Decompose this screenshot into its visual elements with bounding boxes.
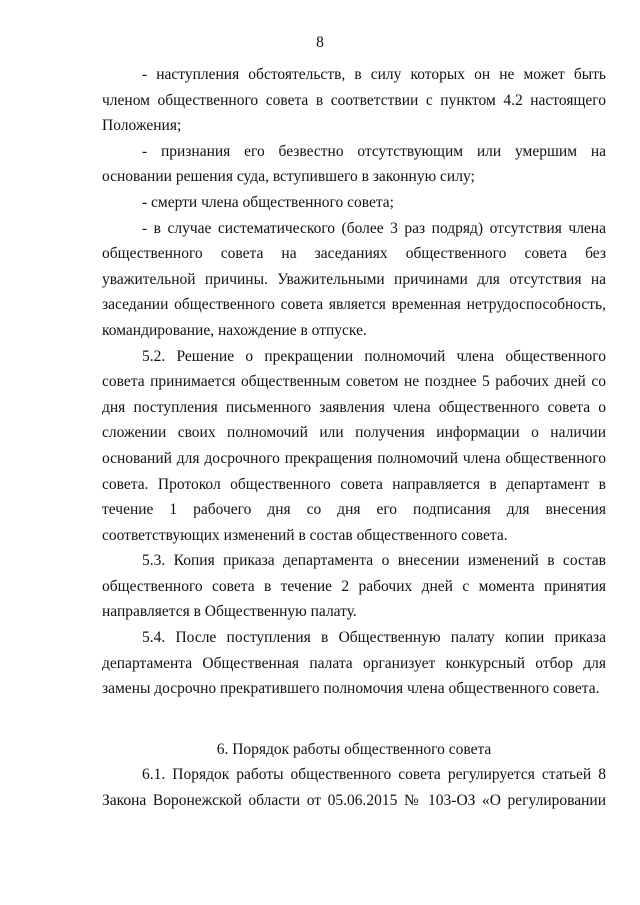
paragraph-5-2: 5.2. Решение о прекращении полномочий члена общественного совета принимается общественным советом не позднее 5 рабочих дней со дня поступления письменного заявления члена общественного совета о сложении своих полномочий или получения информации о наличии оснований для досрочного прекращения полномочий члена общественного совета. Протокол общественного совета направляется в департамент в течение 1 рабочего дня со дня его подписания для внесения соответствующих изменений в состав общественного совета.: [102, 347, 606, 544]
paragraph-5-4: 5.4. После поступления в Общественную палату копии приказа департамента Общественная палата организует конкурсный отбор для замены досрочно прекратившего полномочия члена общественного совета.: [102, 629, 606, 698]
document-body: [102, 62, 606, 814]
page-number: 8: [316, 34, 324, 51]
paragraph-systematic-absence: - в случае систематического (более 3 раз подряд) отсутствия члена общественного совета на заседаниях общественного совета без уважительной причины. Уважительными причинами для отсутствия на заседании общественного совета является временная нетрудоспособность, командирование, нахождение в отпуске.: [102, 219, 606, 339]
paragraph-5-3: 5.3. Копия приказа департамента о внесении изменений в состав общественного совета в течение 2 рабочих дней с момента принятия направляется в Общественную палату.: [102, 552, 606, 621]
paragraph-missing-or-deceased: - признания его безвестно отсутствующим или умершим на основании решения суда, вступившего в законную силу;: [102, 142, 606, 186]
section-heading-6: 6. Порядок работы общественного совета: [216, 740, 492, 758]
paragraph-death: - смерти члена общественного совета;: [142, 193, 394, 211]
paragraph-dismissal-circumstances: - наступления обстоятельств, в силу которых он не может быть членом общественного совета в соответствии с пунктом 4.2 настоящего Положения;: [102, 66, 606, 135]
paragraph-6-1: 6.1. Порядок работы общественного совета регулируется статьей 8 Закона Воронежской области от 05.06.2015 № 103-ОЗ «О регулировании: [102, 766, 606, 810]
